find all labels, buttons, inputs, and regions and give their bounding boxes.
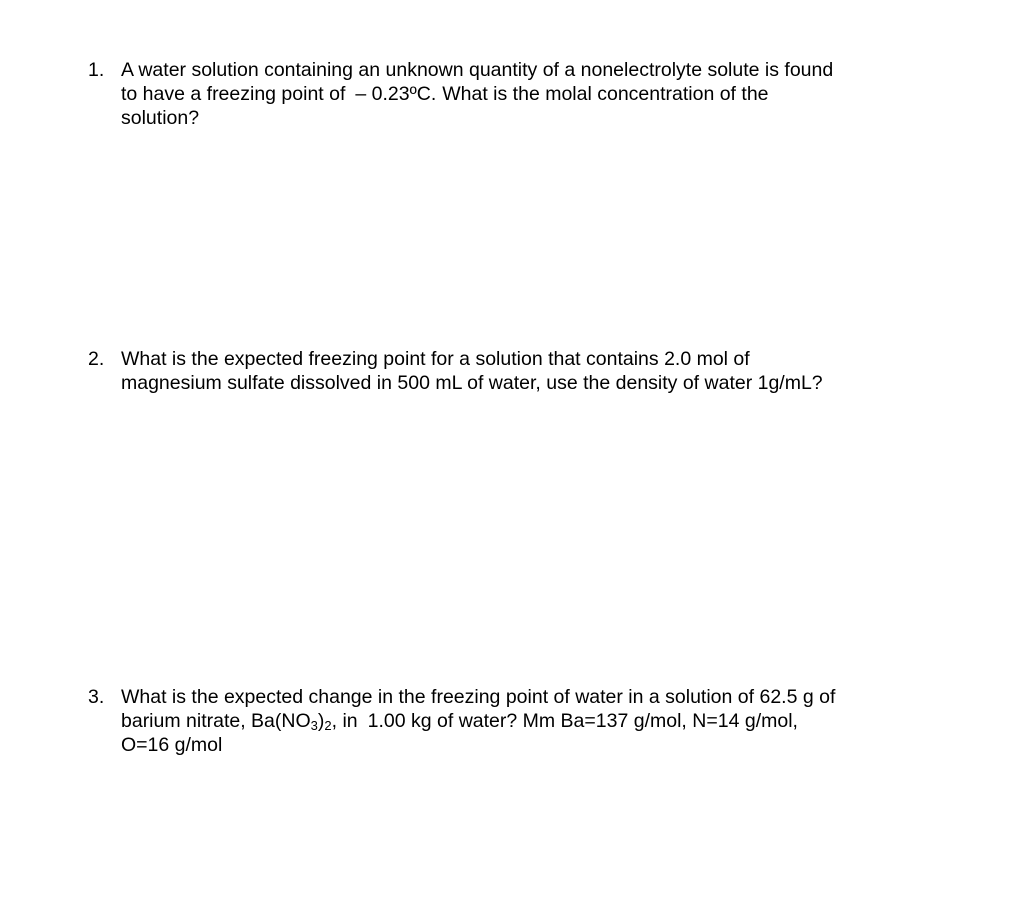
text-segment: , in bbox=[331, 710, 358, 732]
question-line: What is the expected freezing point for a solution that contains 2.0 mol of bbox=[121, 348, 750, 370]
question-line: A water solution containing an unknown quantity of a nonelectrolyte solute is found bbox=[121, 59, 834, 81]
text-segment: to have a freezing point of bbox=[121, 83, 346, 105]
question-number: 1. bbox=[88, 59, 105, 81]
question-line: solution? bbox=[121, 107, 200, 129]
text-segment: ) bbox=[317, 710, 325, 732]
question-line bbox=[121, 709, 908, 733]
question-line: O=16 g/mol bbox=[121, 734, 223, 756]
subscript: 3 bbox=[310, 718, 318, 733]
question-text bbox=[121, 685, 908, 757]
question-text bbox=[121, 347, 908, 395]
question-line: What is the expected change in the freezing point of water in a solution of 62.5 g of bbox=[121, 686, 836, 708]
text-segment: What is the molal concentration of the bbox=[442, 83, 769, 105]
text-segment: barium nitrate, Ba(NO bbox=[121, 710, 311, 732]
question-line bbox=[121, 82, 908, 106]
text-segment: 1.00 kg of water? Mm Ba=137 g/mol, N=14 g/mol, bbox=[367, 710, 798, 732]
question-text bbox=[121, 58, 908, 130]
question-line: magnesium sulfate dissolved in 500 mL of water, use the density of water 1g/mL? bbox=[121, 372, 823, 394]
question-1 bbox=[88, 58, 908, 130]
question-number: 2. bbox=[88, 348, 105, 370]
question-2 bbox=[88, 347, 908, 395]
question-number: 3. bbox=[88, 686, 105, 708]
question-3 bbox=[88, 685, 908, 757]
temperature-value: – 0.23ºC. bbox=[355, 83, 437, 105]
subscript: 2 bbox=[324, 718, 332, 733]
